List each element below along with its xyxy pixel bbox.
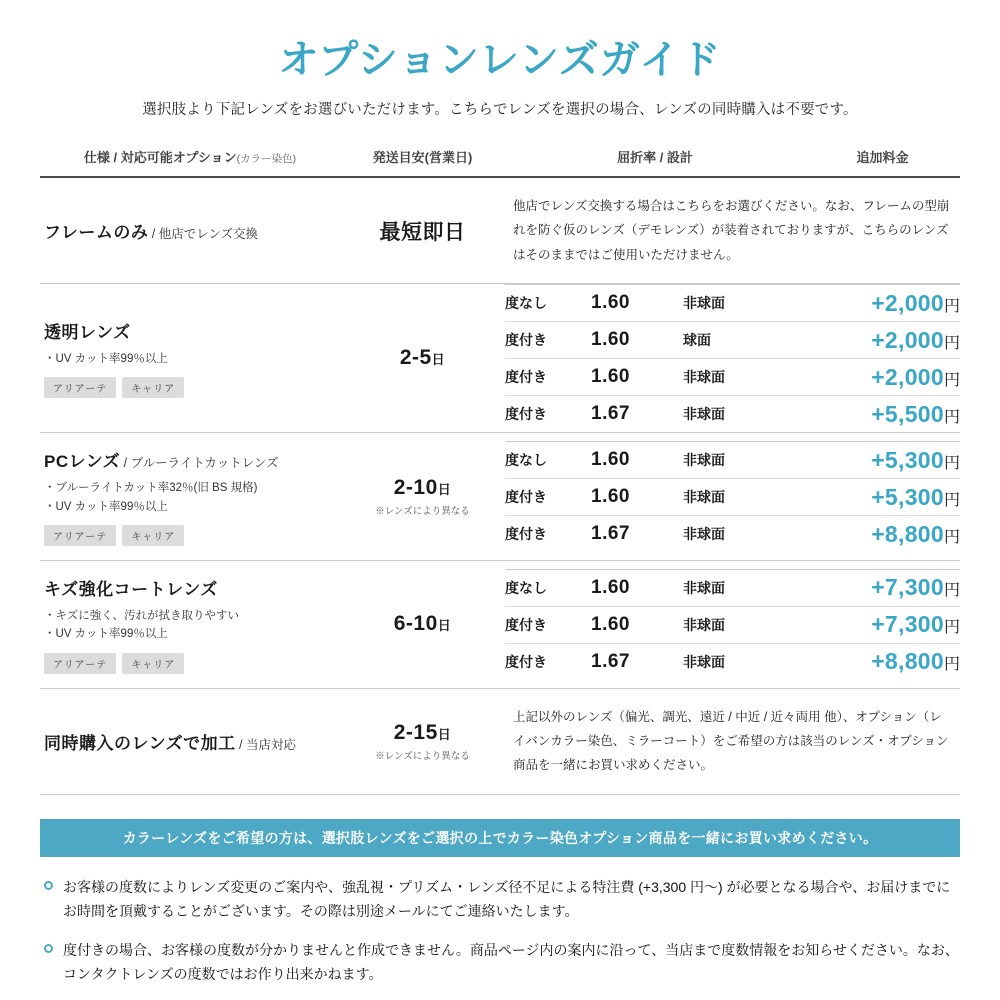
- tag-ariate: アリアーテ: [44, 525, 116, 546]
- spec-design: 非球面: [683, 295, 725, 312]
- spec-index: 1.60: [591, 366, 630, 388]
- lens-name-cell: [40, 284, 340, 433]
- spec-row: [505, 359, 960, 396]
- spec-power: 度付き: [505, 332, 547, 349]
- tag-carrier: キャリア: [122, 653, 184, 674]
- price-unit: 円: [943, 408, 960, 426]
- spec-design: 球面: [683, 332, 711, 349]
- ship-cell: [340, 688, 505, 794]
- table-row: [40, 433, 960, 561]
- price-unit: 円: [943, 334, 960, 352]
- lens-tags: [44, 653, 334, 674]
- spec-row: [505, 322, 960, 359]
- spec-index: 1.60: [591, 576, 630, 598]
- lens-feature: ・キズに強く、汚れが拭き取りやすい: [44, 609, 240, 622]
- bullet-circle-icon: [44, 881, 53, 890]
- column-header-ship: 発送目安(営業日): [340, 141, 505, 177]
- lens-feature: ・UV カット率99％以上: [44, 352, 168, 365]
- spec-index: 1.60: [591, 486, 630, 508]
- spec-power: 度付き: [505, 526, 547, 543]
- price-unit: 円: [943, 528, 960, 546]
- ship-unit: 日: [431, 352, 446, 368]
- lens-description: 他店でレンズ交換する場合はこちらをお選びください。なお、フレームの型崩れを防ぐ仮のレンズ（デモレンズ）が装着されておりますが、こちらのレンズはそのままではご使用いただけません。: [505, 177, 960, 284]
- spec-price-cell: [505, 560, 960, 688]
- note-text: お客様の度数によりレンズ変更のご案内や、強乱視・プリズム・レンズ径不足による特注費 (+3,300 円〜) が必要となる場合や、お届けまでにお時間を頂戴することがございます。その際は別途メールにてご連絡いたします。: [63, 878, 951, 920]
- spec-design: 非球面: [683, 616, 725, 633]
- ship-days: 最短即日: [379, 220, 466, 244]
- lens-name: キズ強化コートレンズ: [44, 579, 218, 599]
- lens-name-cell: [40, 688, 340, 794]
- tag-ariate: アリアーテ: [44, 653, 116, 674]
- spec-index: 1.67: [591, 403, 630, 425]
- price-unit: 円: [943, 619, 960, 637]
- ship-days: 2-10: [393, 476, 438, 500]
- page-title: オプションレンズガイド: [278, 38, 722, 82]
- lens-name-cell: [40, 433, 340, 561]
- spec-row: [505, 396, 960, 433]
- lens-tags: [44, 377, 334, 398]
- spec-power: 度付き: [505, 406, 547, 423]
- spec-index: 1.60: [591, 449, 630, 471]
- lens-name-cell: [40, 560, 340, 688]
- price-unit: 円: [943, 656, 960, 674]
- column-header-index: 屈折率 / 設計: [505, 141, 805, 177]
- ship-days: 6-10: [393, 612, 438, 636]
- lens-feature: ・UV カット率99％以上: [44, 500, 168, 513]
- price-unit: 円: [943, 582, 960, 600]
- spec-row: [505, 285, 960, 322]
- table-row: [40, 560, 960, 688]
- spec-index: 1.60: [591, 292, 630, 314]
- lens-guide-table: [40, 141, 960, 794]
- list-item: [40, 938, 960, 987]
- lens-name-cell: [40, 177, 340, 284]
- spec-power: 度付き: [505, 653, 547, 670]
- lens-name-sub: / 当店対応: [235, 737, 296, 752]
- spec-row: [505, 606, 960, 643]
- table-bottom-divider: [40, 794, 960, 795]
- tag-carrier: キャリア: [122, 377, 184, 398]
- price-unit: 円: [943, 297, 960, 315]
- lens-tags: [44, 525, 334, 546]
- tag-ariate: アリアーテ: [44, 377, 116, 398]
- spec-design: 非球面: [683, 406, 725, 423]
- spec-index: 1.60: [591, 329, 630, 351]
- page-subtitle: 選択肢より下記レンズをお選びいただけます。こちらでレンズを選択の場合、レンズの同時購入は不要です。: [142, 102, 858, 118]
- ship-days: 2-5: [399, 346, 432, 370]
- spec-price-cell: [505, 284, 960, 433]
- spec-design: 非球面: [683, 653, 725, 670]
- spec-power: 度付き: [505, 489, 547, 506]
- spec-index: 1.67: [591, 650, 630, 672]
- column-header-spec-note: (カラー染色): [236, 153, 297, 165]
- spec-row: [505, 643, 960, 680]
- spec-power: 度付き: [505, 616, 547, 633]
- lens-name-sub: / 他店でレンズ交換: [148, 227, 259, 242]
- spec-power: 度なし: [505, 295, 547, 312]
- spec-design: 非球面: [683, 452, 725, 469]
- bullet-circle-icon: [44, 944, 53, 953]
- spec-price-cell: [505, 433, 960, 561]
- spec-price: +8,800: [871, 520, 944, 547]
- spec-power: 度なし: [505, 579, 547, 596]
- table-header-row: [40, 141, 960, 177]
- spec-price: +2,000: [871, 363, 944, 390]
- price-unit: 円: [943, 491, 960, 509]
- ship-cell: [340, 560, 505, 688]
- spec-price: +8,800: [871, 648, 944, 675]
- spec-design: 非球面: [683, 489, 725, 506]
- ship-unit: 日: [437, 726, 452, 742]
- lens-name: 同時購入のレンズで加工: [44, 733, 236, 753]
- spec-power: 度なし: [505, 452, 547, 469]
- spec-power: 度付き: [505, 369, 547, 386]
- spec-index: 1.67: [591, 523, 630, 545]
- ship-unit: 日: [437, 482, 452, 498]
- price-unit: 円: [943, 454, 960, 472]
- ship-note: ※レンズにより異なる: [375, 506, 470, 518]
- spec-price: +5,500: [871, 400, 944, 427]
- lens-name: フレームのみ: [44, 223, 149, 243]
- column-header-price: 追加料金: [805, 141, 960, 177]
- table-row: [40, 688, 960, 794]
- spec-price: +2,000: [871, 326, 944, 353]
- ship-cell: [340, 433, 505, 561]
- spec-price: +7,300: [871, 574, 944, 601]
- spec-design: 非球面: [683, 369, 725, 386]
- lens-feature: ・UV カット率99％以上: [44, 628, 168, 641]
- lens-name: PCレンズ: [44, 452, 121, 472]
- spec-price: +5,300: [871, 483, 944, 510]
- spec-price: +5,300: [871, 446, 944, 473]
- tag-carrier: キャリア: [122, 525, 184, 546]
- ship-note: ※レンズにより異なる: [375, 750, 470, 762]
- table-row: [40, 177, 960, 284]
- ship-cell: [340, 284, 505, 433]
- spec-design: 非球面: [683, 526, 725, 543]
- notes-list: [40, 875, 960, 987]
- note-text: 度付きの場合、お客様の度数が分かりませんと作成できません。商品ページ内の案内に沿って、当店まで度数情報をお知らせください。なお、コンタクトレンズの度数ではお作り出来かねます。: [63, 941, 959, 983]
- lens-name: 透明レンズ: [44, 322, 131, 342]
- column-header-spec: [40, 141, 340, 177]
- lens-name-sub: / ブルーライトカットレンズ: [120, 456, 279, 471]
- ship-unit: 日: [437, 618, 452, 634]
- list-item: [40, 875, 960, 924]
- spec-design: 非球面: [683, 579, 725, 596]
- color-lens-banner: カラーレンズをご希望の方は、選択肢レンズをご選択の上でカラー染色オプション商品を一緒にお買い求めください。: [40, 819, 960, 857]
- spec-price: +2,000: [871, 289, 944, 316]
- table-row: [40, 284, 960, 433]
- ship-cell: [340, 177, 505, 284]
- column-header-spec-text: 仕様 / 対応可能オプション: [83, 150, 237, 165]
- spec-row: [505, 442, 960, 479]
- spec-price: +7,300: [871, 611, 944, 638]
- spec-row: [505, 569, 960, 606]
- ship-days: 2-15: [393, 720, 438, 744]
- spec-row: [505, 479, 960, 516]
- price-unit: 円: [943, 371, 960, 389]
- lens-feature: ・ブルーライトカット率32％(旧 BS 規格): [44, 482, 258, 495]
- spec-row: [505, 516, 960, 553]
- spec-index: 1.60: [591, 613, 630, 635]
- lens-description: 上記以外のレンズ（偏光、調光、遠近 / 中近 / 近々両用 他）、オプション（レイバンカラー染色、ミラーコート）をご希望の方は該当のレンズ・オプション商品を一緒にお買い求めください。: [505, 688, 960, 794]
